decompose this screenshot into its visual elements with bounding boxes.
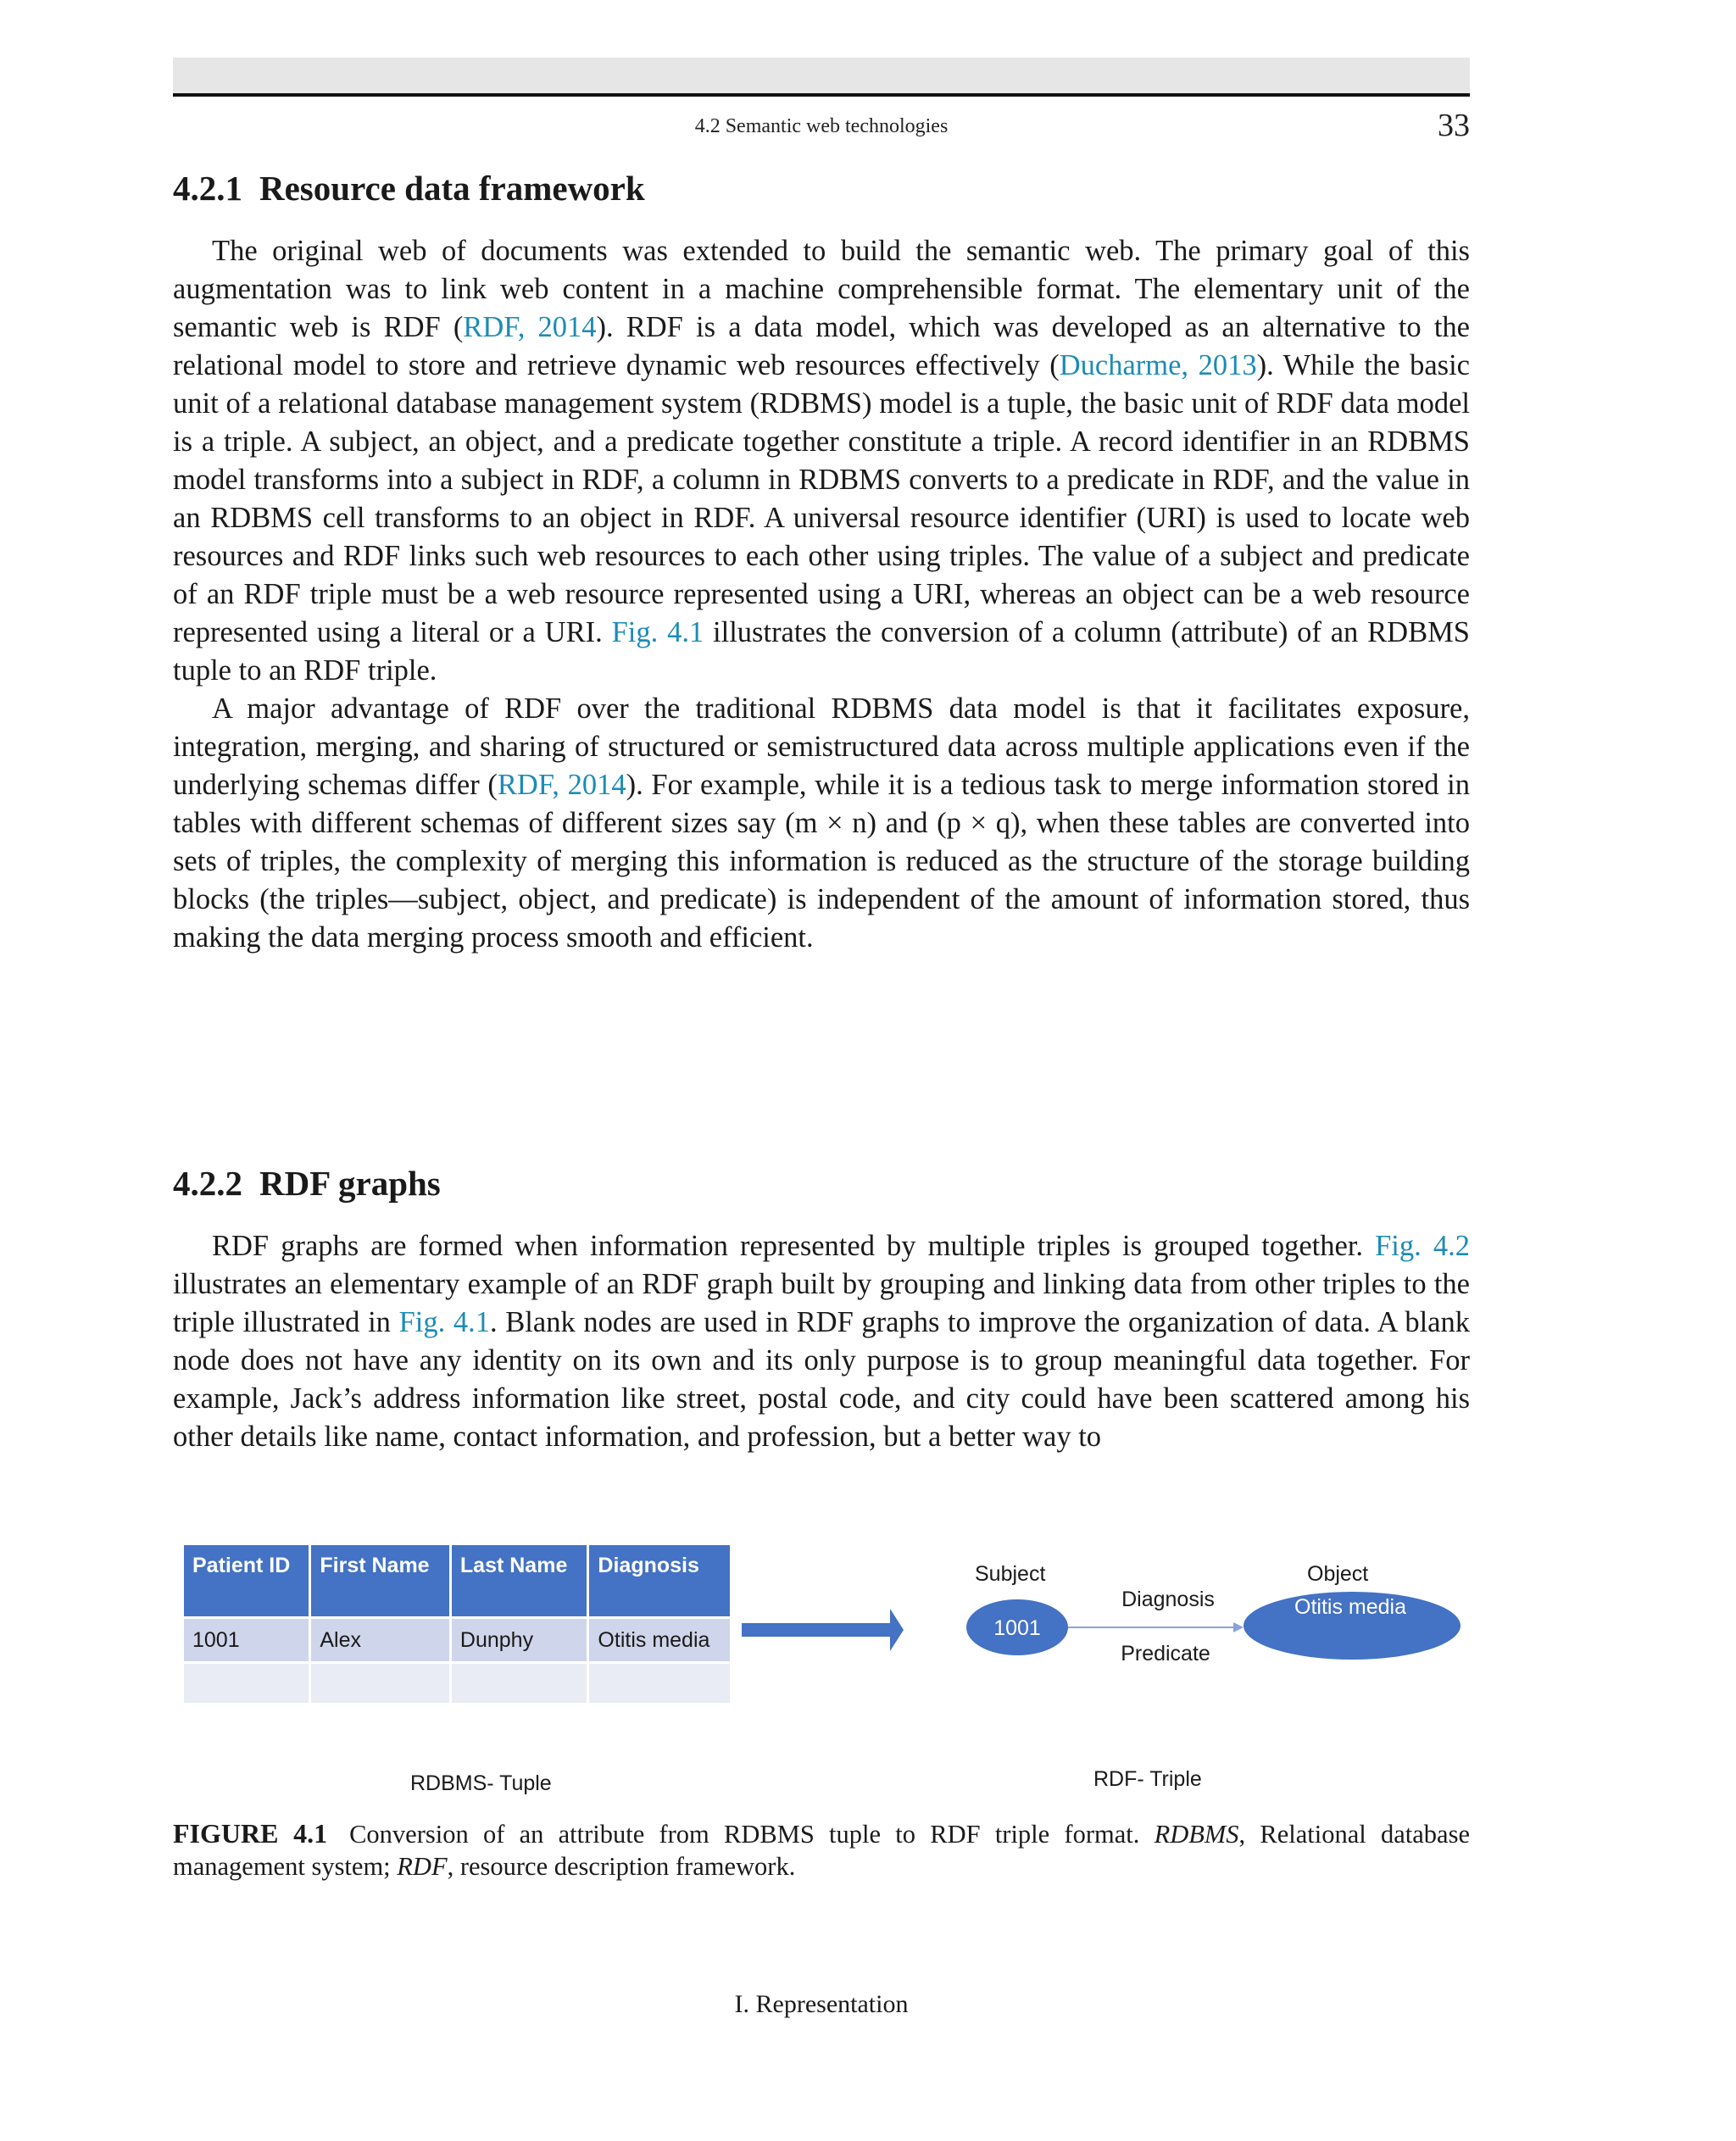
text-run: ). For example, while it is a tedious task to merge information stored in tables with different schemas of different sizes say (m × n) and (p × q), when these tables are converted into sets of triples, the complexity of merging this information is reduced as the structure of the storage building blocks (the triples—subject, object, and predicate) is independent of the amount of information stored, thus making the data merging process smooth and efficient.: [173, 769, 1471, 954]
text-run: illustrates the conversion of a column (attribute) of an RDBMS tuple to an RDF triple.: [173, 616, 1470, 687]
text-run: ). RDF is a data model, which was developed as an alternative to the relational model to store and retrieve dynamic web resources effectively (: [173, 311, 1470, 381]
subject-value: 1001: [993, 1616, 1041, 1640]
column-header: First Name: [311, 1545, 449, 1616]
table-row-empty: [184, 1664, 730, 1703]
section-title: RDF graphs: [259, 1164, 441, 1203]
citation-link[interactable]: Fig. 4.2: [1375, 1230, 1470, 1262]
conversion-arrow: [742, 1609, 904, 1651]
table-cell: Dunphy: [452, 1619, 587, 1661]
section-number: 4.2.1: [173, 169, 242, 208]
rdbms-tuple-label: RDBMS- Tuple: [410, 1771, 552, 1795]
table-cell: [452, 1664, 587, 1703]
running-header-band: [173, 58, 1470, 97]
page-footer: I. Representation: [734, 1990, 909, 2018]
predicate-value: Diagnosis: [1121, 1588, 1215, 1611]
text-run: Conversion of an attribute from RDBMS tuple to RDF triple format.: [349, 1820, 1155, 1849]
predicate-label: Predicate: [1121, 1642, 1210, 1666]
paragraph: [173, 690, 1470, 957]
column-header: Diagnosis: [589, 1545, 730, 1616]
section-number: 4.2.2: [173, 1164, 242, 1203]
text-run: , resource description framework.: [447, 1852, 796, 1881]
text-run: . Blank nodes are used in RDF graphs to improve the organization of data. A blank node does not have any identity on its own and its only purpose is to group meaningful data together. For example, Jack’s address information like street, postal code, and city could have been scattered among his other details like name, contact information, and profession, but a better way to: [173, 1306, 1470, 1453]
abbreviation: RDBMS: [1154, 1820, 1239, 1849]
paragraph: [173, 1227, 1470, 1456]
running-title: 4.2 Semantic web technologies: [694, 115, 949, 137]
paragraph: [173, 232, 1470, 690]
rdbms-tuple-table: [181, 1543, 732, 1705]
object-label: Object: [1307, 1562, 1369, 1586]
rdf-triple-label: RDF- Triple: [1093, 1767, 1202, 1791]
rdf-triple-diagram: [729, 1543, 1475, 1712]
running-head: [173, 110, 1470, 144]
table-cell: Alex: [311, 1619, 449, 1661]
text-run: illustrates an elementary example of an RDF graph built by grouping and linking data from other triples to the triple illustrated in: [173, 1268, 1470, 1338]
table-cell: [184, 1664, 309, 1703]
citation-link[interactable]: Ducharme, 2013: [1059, 349, 1257, 381]
text-run: The original web of documents was extended to build the semantic web. The primary goal of this augmentation was to link web content in a machine comprehensible format. The elementary unit of the semantic web is RDF (: [173, 235, 1470, 343]
table-cell: [311, 1664, 449, 1703]
table-cell: [589, 1664, 730, 1703]
section-4-2-1-body: [173, 232, 1470, 957]
citation-link[interactable]: Fig. 4.1: [611, 616, 704, 648]
table-row: [184, 1619, 730, 1661]
subject-label: Subject: [975, 1562, 1046, 1586]
text-run: A major advantage of RDF over the traditional RDBMS data model is that it facilitates exposure, integration, merging, and sharing of structured or semistructured data across multiple applications even if the underlying schemas differ (: [173, 692, 1470, 801]
text-run: ). While the basic unit of a relational database management system (RDBMS) model is a tuple, the basic unit of RDF data model is a triple. A subject, an object, and a predicate together constitute a triple. A record identifier in an RDBMS model transforms into a subject in RDF, a column in RDBMS converts to a predicate in RDF, and the value in an RDBMS cell transforms to an object in RDF. A universal resource identifier (URI) is used to locate web resources and RDF links such web resources to each other using triples. The value of a subject and predicate of an RDF triple must be a web resource represented using a URI, whereas an object can be a web resource represented using a literal or a URI.: [173, 349, 1470, 648]
object-value: Otitis media: [1294, 1595, 1406, 1619]
section-heading-4-2-1: [173, 168, 645, 209]
column-header: Patient ID: [184, 1545, 309, 1616]
table-header-row: [184, 1545, 730, 1616]
text-run: , Relational database management system;: [173, 1820, 1470, 1881]
citation-link[interactable]: RDF, 2014: [463, 311, 597, 343]
predicate-arrowhead: [1233, 1622, 1244, 1632]
citation-link[interactable]: Fig. 4.1: [398, 1306, 491, 1338]
text-run: RDF graphs are formed when information represented by multiple triples is grouped together.: [212, 1230, 1376, 1262]
column-header: Last Name: [452, 1545, 587, 1616]
table-cell: Otitis media: [589, 1619, 730, 1661]
figure-number: FIGURE 4.1: [173, 1818, 328, 1849]
section-heading-4-2-2: [173, 1163, 441, 1204]
table-cell: 1001: [184, 1619, 309, 1661]
section-title: Resource data framework: [259, 169, 645, 208]
caption-text: [173, 1820, 1470, 1881]
abbreviation: RDF: [397, 1852, 448, 1881]
section-4-2-2-body: [173, 1227, 1470, 1456]
page-number: 33: [1438, 108, 1470, 143]
figure-caption: [173, 1817, 1470, 1882]
citation-link[interactable]: RDF, 2014: [497, 769, 626, 801]
